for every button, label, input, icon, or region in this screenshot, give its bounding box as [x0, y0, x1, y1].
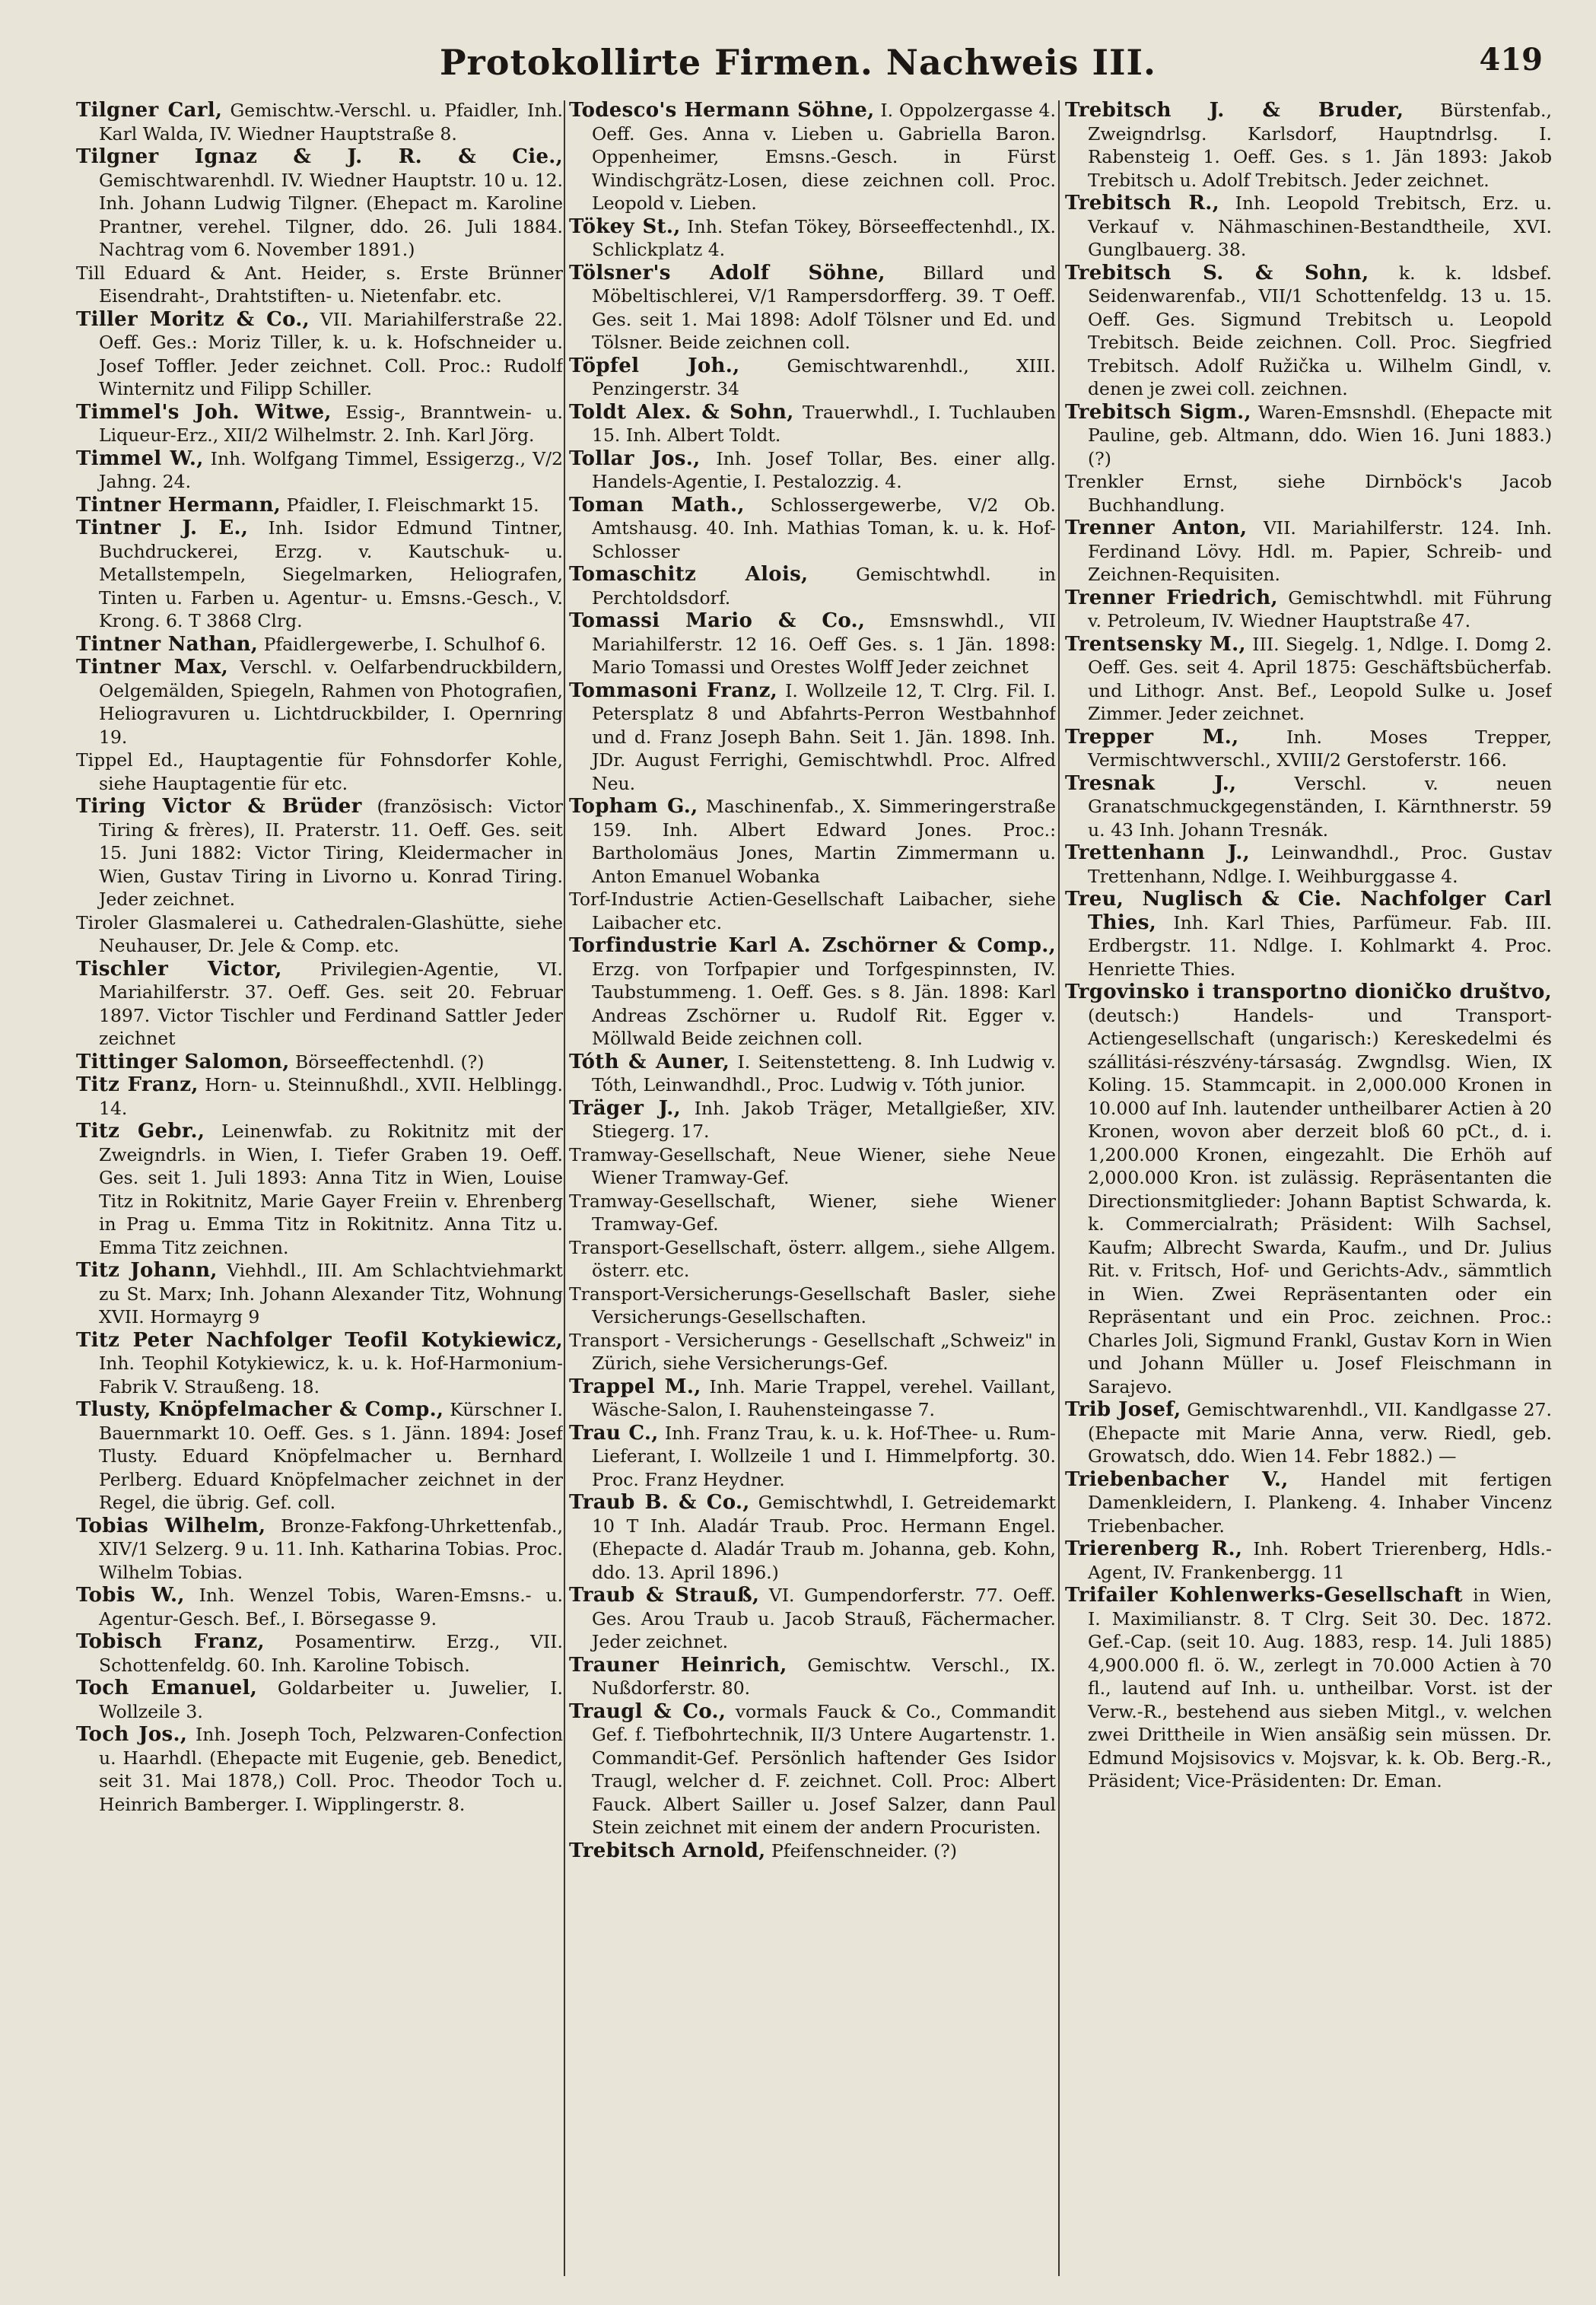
directory-entry	[569, 1654, 1056, 1700]
directory-entry	[76, 262, 563, 308]
directory-entry	[76, 795, 563, 911]
firm-details: VII. Mariahilferstr. 124. Inh. Ferdinand Lövy. Hdl. m. Papier, Schreib- und Zeichnen-Requisiten.	[1088, 517, 1552, 585]
directory-entry	[76, 656, 563, 749]
firm-name: Trettenhann J.,	[1065, 841, 1250, 864]
firm-details: Inh. Wenzel Tobis, Waren-Emsns.- u. Agentur-Gesch. Bef., I. Börsegasse 9.	[99, 1585, 563, 1629]
firm-name: Tökey St.,	[569, 215, 681, 238]
directory-entry	[1065, 517, 1552, 587]
page-title: Protokollirte Firmen. Nachweis III.	[439, 42, 1157, 83]
firm-name: Tintner Max,	[76, 656, 229, 679]
directory-entry	[569, 401, 1056, 447]
firm-details: Inh. Leopold Trebitsch, Erz. u. Verkauf v. Nähmaschinen-Bestandtheile, XVI. Gunglbauerg. 38.	[1088, 192, 1552, 260]
directory-entry	[1065, 1584, 1552, 1793]
directory-entry	[1065, 888, 1552, 981]
firm-details: Gemischtwarenhdl., VII. Kandlgasse 27. (Ehepacte mit Marie Anna, verw. Riedl, geb. Growatsch, ddo. Wien 14. Febr 1882.) —	[1088, 1399, 1552, 1467]
firm-name: Trentsensky M.,	[1065, 632, 1246, 656]
firm-details: Gemischtwarenhdl. IV. Wiedner Hauptstr. 10 u. 12. Inh. Johann Ludwig Tilgner. (Ehepact m. Karoline Prantner, verehel. Tilgner, ddo. 26. Juli 1884. Nachtrag vom 6. November 1891.)	[99, 169, 563, 260]
directory-entry	[1065, 1398, 1552, 1468]
directory-entry	[1065, 1468, 1552, 1538]
firm-details: Essig-, Branntwein- u. Liqueur-Erz., XII/2 Wilhelmstr. 2. Inh. Karl Jörg.	[99, 401, 563, 446]
column-left	[76, 99, 563, 2282]
directory-entry	[569, 934, 1056, 1051]
firm-details: Tippel Ed., Hauptagentie für Fohnsdorfer Kohle, siehe Hauptagentie für etc.	[76, 749, 563, 794]
firm-details: Inh. Isidor Edmund Tintner, Buchdruckerei, Erzg. v. Kautschuk- u. Metallstempeln, Siegelmarken, Heliografen, Tinten u. Farben u. Agentur- u. Emsns.-Gesch., V. Krong. 6. T 3868 Clrg.	[99, 517, 563, 631]
firm-details: Trenkler Ernst, siehe Dirnböck's Jacob Buchhandlung.	[1065, 471, 1552, 516]
directory-entry	[569, 1375, 1056, 1422]
firm-details: Inh. Karl Thies, Parfümeur. Fab. III. Erdbergstr. 11. Ndlge. I. Kohlmarkt 4. Proc. Henriette Thies.	[1088, 911, 1552, 980]
firm-details: Gemischtw.-Verschl. u. Pfaidler, Inh. Karl Walda, IV. Wiedner Hauptstraße 8.	[99, 100, 563, 145]
firm-details: Inh. Robert Trierenberg, Hdls.-Agent, IV. Frankenbergg. 11	[1088, 1538, 1552, 1583]
firm-name: Titz Franz,	[76, 1073, 199, 1096]
firm-name: Triebenbacher V.,	[1065, 1467, 1289, 1491]
firm-details: Goldarbeiter u. Juwelier, I. Wollzeile 3.	[99, 1677, 563, 1722]
firm-name: Trenner Friedrich,	[1065, 586, 1278, 609]
directory-entry	[569, 1051, 1056, 1097]
firm-name: Traub & Strauß,	[569, 1584, 760, 1607]
directory-entry	[569, 1422, 1056, 1492]
firm-details: Horn- u. Steinnußhdl., XVII. Helblingg. 14.	[99, 1074, 563, 1119]
firm-details: Till Eduard & Ant. Heider, s. Erste Brünner Eisendraht-, Drahtstiften- u. Nietenfabr. etc.	[76, 262, 563, 307]
firm-name: Tobisch Franz,	[76, 1630, 265, 1653]
firm-details: Transport-Gesellschaft, österr. allgem., siehe Allgem. österr. etc.	[569, 1236, 1056, 1281]
firm-name: Toman Math.,	[569, 493, 745, 517]
directory-entry	[76, 1051, 563, 1074]
directory-entry	[76, 145, 563, 262]
firm-name: Trappel M.,	[569, 1375, 701, 1398]
firm-name: Trierenberg R.,	[1065, 1537, 1243, 1560]
firm-details: Leinwandhdl., Proc. Gustav Trettenhann, Ndlge. I. Weihburggasse 4.	[1088, 842, 1552, 887]
firm-name: Torfindustrie Karl A. Zschörner & Comp.,	[569, 934, 1056, 957]
firm-name: Trebitsch J. & Bruder,	[1065, 99, 1404, 122]
firm-name: Tomaschitz Alois,	[569, 563, 809, 586]
directory-entry	[1065, 587, 1552, 633]
firm-details: (deutsch:) Handels- und Transport-Actiengesellschaft (ungarisch:) Kereskedelmi és szállitási-részvény-társaság. Zwgndlsg. Wien, IX Koling. 15. Stammcapit. in 2,000.000 Kronen in 10.000 auf Inh. lautender untheilbarer Actien à 20 Kronen, wovon aber derzeit bloß 60 pCt., d. i. 1,200.000 Kronen, eingezahlt. Die Erhöh auf 2,000.000 Kron. ist zulässig. Repräsentanten die Directionsmitglieder: Johann Baptist Schwarda, k. k. Commercialrath; Präsident: Wilh Sachsel, Kaufm; Albrecht Swarda, Kaufm., und Dr. Julius Rit. v. Fritsch, Hof- und Gerichts-Adv., sämmtlich in Wien. Zwei Repräsentanten oder ein Repräsentant und ein Proc. zeichnen. Proc.: Charles Joli, Sigmund Frankl, Gustav Korn in Wien und Johann Müller u. Josef Fleischmann in Sarajevo.	[1088, 1004, 1552, 1397]
directory-entry	[1065, 401, 1552, 471]
directory-entry	[1065, 470, 1552, 517]
firm-details: Pfaidlergewerbe, I. Schulhof 6.	[263, 633, 546, 655]
firm-name: Trebitsch S. & Sohn,	[1065, 261, 1369, 285]
firm-details: Gemischtwhdl. in Perchtoldsdorf.	[592, 564, 1056, 609]
directory-entry	[569, 609, 1056, 679]
firm-name: Trebitsch R.,	[1065, 192, 1219, 215]
firm-name: Tintner J. E.,	[76, 517, 249, 539]
firm-details: Pfaidler, I. Fleischmarkt 15.	[286, 494, 539, 516]
directory-entry	[76, 308, 563, 401]
directory-entry	[1065, 1537, 1552, 1584]
firm-details: (französisch: Victor Tiring & frères), II. Praterstr. 11. Oeff. Ges. seit 15. Juni 1882: Victor Tiring, Kleidermacher in Wien, Gustav Tiring in Livorno u. Konrad Tiring. Jeder zeichnet.	[99, 796, 563, 910]
firm-details: Bronze-Fakfong-Uhrkettenfab., XIV/1 Selzerg. 9 u. 11. Inh. Katharina Tobias. Proc. Wilhelm Tobias.	[99, 1515, 563, 1583]
directory-entry	[1065, 633, 1552, 726]
firm-details: Tiroler Glasmalerei u. Cathedralen-Glashütte, siehe Neuhauser, Dr. Jele & Comp. etc.	[76, 911, 563, 956]
firm-name: Tilgner Carl,	[76, 99, 223, 122]
firm-details: Leinenwfab. zu Rokitnitz mit der Zweigndrls. in Wien, I. Tiefer Graben 19. Oeff. Ges. seit 1. Juli 1893: Anna Titz in Wien, Louise Titz in Rokitnitz, Marie Gayer Freiin v. Ehrenberg in Prag u. Emma Titz in Rokitnitz. Anna Titz u. Emma Titz zeichnen.	[99, 1121, 563, 1258]
directory-entry	[76, 401, 563, 447]
firm-details: Tramway-Gesellschaft, Wiener, siehe Wiener Tramway-Gef.	[569, 1190, 1056, 1235]
directory-entry	[1065, 981, 1552, 1398]
firm-details: Privilegien-Agentie, VI. Mariahilferstr. 37. Oeff. Ges. seit 20. Februar 1897. Victor Tischler und Ferdinand Sattler Jeder zeichnet	[99, 958, 563, 1049]
firm-details: III. Siegelg. 1, Ndlge. I. Domg 2. Oeff. Ges. seit 4. April 1875: Geschäftsbücherfab. und Lithogr. Anst. Bef., Leopold Sulke u. Josef Zimmer. Jeder zeichnet.	[1088, 633, 1552, 724]
firm-name: Tollar Jos.,	[569, 447, 701, 470]
directory-entry	[76, 911, 563, 958]
firm-name: Trebitsch Arnold,	[569, 1839, 766, 1862]
firm-name: Tintner Hermann,	[76, 493, 281, 517]
column-right	[1065, 99, 1552, 2282]
firm-details: Inh. Moses Trepper, Vermischtwverschl., XVIII/2 Gerstoferstr. 166.	[1088, 726, 1552, 771]
directory-entry	[569, 1190, 1056, 1236]
firm-details: Trauerwhdl., I. Tuchlauben 15. Inh. Albert Toldt.	[592, 401, 1056, 446]
directory-entry	[1065, 726, 1552, 772]
firm-name: Tintner Nathan,	[76, 632, 259, 656]
firm-details: Gemischtwarenhdl., XIII. Penzingerstr. 34	[592, 354, 1056, 399]
directory-entry	[569, 494, 1056, 564]
directory-entry	[76, 517, 563, 633]
firm-name: Toch Jos.,	[76, 1723, 188, 1746]
firm-name: Traub B. & Co.,	[569, 1491, 750, 1514]
firm-name: Trgovinsko i transportno dioničko društvo,	[1065, 981, 1552, 1003]
firm-details: Maschinenfab., X. Simmeringerstraße 159. Inh. Albert Edward Jones. Proc.: Bartholomäus Jones, Martin Zimmermann u. Anton Emanuel Wobanka	[592, 796, 1056, 887]
directory-entry	[76, 633, 563, 657]
firm-details: Inh. Teophil Kotykiewicz, k. u. k. Hof-Harmonium-Fabrik V. Straußeng. 18.	[99, 1353, 563, 1397]
directory-entry	[569, 888, 1056, 934]
firm-details: Inh. Marie Trappel, verehel. Vaillant, Wäsche-Salon, I. Rauhensteingasse 7.	[592, 1375, 1056, 1420]
firm-name: Tilgner Ignaz & J. R. & Cie.,	[76, 145, 563, 168]
firm-name: Trenner Anton,	[1065, 517, 1248, 539]
firm-name: Toch Emanuel,	[76, 1677, 258, 1699]
directory-entry	[569, 1584, 1056, 1654]
firm-name: Träger J.,	[569, 1096, 682, 1120]
firm-details: Schlossergewerbe, V/2 Ob. Amtshausg. 40. Inh. Mathias Toman, k. u. k. Hof-Schlosser	[592, 494, 1056, 562]
page-header	[0, 42, 1596, 95]
directory-entry	[76, 1515, 563, 1585]
firm-name: Tittinger Salomon,	[76, 1050, 290, 1073]
firm-name: Topham G.,	[569, 795, 698, 818]
directory-entry	[76, 1584, 563, 1630]
firm-details: Inh. Josef Tollar, Bes. einer allg. Handels-Agentie, I. Pestalozzig. 4.	[592, 447, 1056, 492]
column-divider	[1058, 100, 1060, 2276]
directory-entry	[76, 1677, 563, 1723]
firm-details: Inh. Wolfgang Timmel, Essigerzg., V/2 Jahng. 24.	[99, 447, 563, 492]
directory-entry	[569, 1491, 1056, 1584]
firm-details: Posamentirw. Erzg., VII. Schottenfeldg. 60. Inh. Karoline Tobisch.	[99, 1631, 563, 1676]
directory-entry	[1065, 772, 1552, 842]
directory-entry	[1065, 262, 1552, 401]
firm-name: Toldt Alex. & Sohn,	[569, 400, 794, 424]
firm-name: Tóth & Auner,	[569, 1050, 730, 1073]
firm-name: Tischler Victor,	[76, 957, 282, 981]
firm-details: Kürschner I. Bauernmarkt 10. Oeff. Ges. s 1. Jänn. 1894: Josef Tlusty. Eduard Knöpfelmacher u. Bernhard Perlberg. Eduard Knöpfelmacher zeichnet in der Regel, die übrig. Gef. coll.	[99, 1399, 563, 1513]
directory-entry	[76, 1723, 563, 1816]
firm-name: Todesco's Hermann Söhne,	[569, 99, 875, 122]
firm-details: Billard und Möbeltischlerei, V/1 Rampersdorfferg. 39. T Oeff. Ges. seit 1. Mai 1898: Adolf Tölsner und Ed. und Tölsner. Beide zeichnen coll.	[592, 262, 1056, 353]
directory-entry	[76, 1120, 563, 1259]
firm-details: Verschl. v. neuen Granatschmuckgegenständen, I. Kärnthnerstr. 59 u. 43 Inh. Johann Tresnák.	[1088, 772, 1552, 841]
firm-details: Transport-Versicherungs-Gesellschaft Basler, siehe Versicherungs-Gesellschaften.	[569, 1283, 1056, 1327]
directory-entry	[76, 958, 563, 1051]
firm-name: Titz Peter Nachfolger Teofil Kotykiewicz,	[76, 1328, 563, 1352]
firm-name: Titz Gebr.,	[76, 1120, 205, 1143]
firm-details: Börseeffectenhdl. (?)	[295, 1051, 485, 1073]
firm-details: Torf-Industrie Actien-Gesellschaft Laibacher, siehe Laibacher etc.	[569, 889, 1056, 933]
directory-entry	[1065, 99, 1552, 192]
firm-details: I. Wollzeile 12, T. Clrg. Fil. I. Petersplatz 8 und Abfahrts-Perron Westbahnhof und d. Franz Joseph Bahn. Seit 1. Jän. 1898. Inh. JDr. August Ferrighi, Gemischtwhdl. Proc. Alfred Neu.	[592, 679, 1056, 794]
firm-details: Gemischtwhdl. mit Führung v. Petroleum, IV. Wiedner Hauptstraße 47.	[1088, 587, 1552, 631]
firm-details: Inh. Stefan Tökey, Börseeffectenhdl., IX. Schlickplatz 4.	[592, 215, 1056, 260]
firm-name: Töpfel Joh.,	[569, 354, 740, 377]
directory-entry	[569, 447, 1056, 494]
directory-entry	[76, 1630, 563, 1677]
directory-entry	[76, 1329, 563, 1399]
firm-details: Emsnswhdl., VII Mariahilferstr. 12 16. Oeff Ges. s. 1 Jän. 1898: Mario Tomassi und Orestes Wolff Jeder zeichnet	[592, 610, 1056, 678]
directory-entry	[569, 1097, 1056, 1143]
directory-entry	[569, 1143, 1056, 1190]
directory-entry	[569, 1236, 1056, 1283]
firm-name: Timmel W.,	[76, 447, 204, 470]
directory-entry	[76, 494, 563, 517]
directory-entry	[569, 354, 1056, 401]
firm-name: Tiring Victor & Brüder	[76, 795, 362, 818]
firm-details: Waren-Emsnshdl. (Ehepacte mit Pauline, geb. Altmann, ddo. Wien 16. Juni 1883.) (?)	[1088, 401, 1552, 469]
firm-name: Treu, Nuglisch & Cie. Nachfolger Carl Thies,	[1065, 888, 1552, 934]
firm-name: Trepper M.,	[1065, 725, 1239, 749]
firm-details: Gemischtw. Verschl., IX. Nußdorferstr. 80.	[592, 1654, 1056, 1699]
firm-name: Tobis W.,	[76, 1584, 185, 1607]
firm-details: Transport - Versicherungs - Gesellschaft „Schweiz" in Zürich, siehe Versicherungs-Gef.	[569, 1329, 1056, 1374]
firm-name: Trau C.,	[569, 1421, 659, 1445]
directory-entry	[76, 447, 563, 494]
firm-details: Viehhdl., III. Am Schlachtviehmarkt zu St. Marx; Inh. Johann Alexander Titz, Wohnung XVII. Hormayrg 9	[99, 1260, 563, 1327]
firm-details: Inh. Joseph Toch, Pelzwaren-Confection u. Haarhdl. (Ehepacte mit Eugenie, geb. Benedict, seit 31. Mai 1878,) Coll. Proc. Theodor Toch u. Heinrich Bamberger. I. Wipplingerstr. 8.	[99, 1724, 563, 1815]
firm-name: Tresnak J.,	[1065, 771, 1237, 795]
firm-details: VII. Mariahilferstraße 22. Oeff. Ges.: Moriz Tiller, k. u. k. Hofschneider u. Josef Toffler. Jeder zeichnet. Coll. Proc.: Rudolf Winternitz und Filipp Schiller.	[99, 308, 563, 399]
firm-details: VI. Gumpendorferstr. 77. Oeff. Ges. Arou Traub u. Jacob Strauß, Fächermacher. Jeder zeichnet.	[592, 1585, 1056, 1652]
directory-entry	[76, 749, 563, 795]
directory-entry	[1065, 192, 1552, 262]
firm-details: Bürstenfab., Zweigndrlsg. Karlsdorf, Hauptndrlsg. I. Rabensteig 1. Oeff. Ges. s 1. Jän 1893: Jakob Trebitsch u. Adolf Trebitsch. Jeder zeichnet.	[1088, 100, 1552, 191]
directory-entry	[569, 1839, 1056, 1863]
directory-entry	[76, 99, 563, 145]
page-number: 419	[1479, 42, 1543, 78]
firm-details: in Wien, I. Maximilianstr. 8. T Clrg. Seit 30. Dec. 1872. Gef.-Cap. (seit 10. Aug. 1883, resp. 14. Juli 1885) 4,900.000 fl. ö. W., zerlegt in 70.000 Actien à 70 fl., lautend auf Inh. u. untheilbar. Vorst. ist der Verw.-R., bestehend aus sieben Mitgl., v. welchen zwei Drittheile in Wien ansäßig sein müssen. Dr. Edmund Mojsisovics v. Mojsvar, k. k. Ob. Berg.-R., Präsident; Vice-Präsidenten: Dr. Eman.	[1088, 1585, 1552, 1792]
directory-entry	[569, 262, 1056, 354]
firm-details: Tramway-Gesellschaft, Neue Wiener, siehe Neue Wiener Tramway-Gef.	[569, 1143, 1056, 1188]
firm-details: vormals Fauck & Co., Commandit Gef. f. Tiefbohrtechnik, II/3 Untere Augartenstr. 1. Commandit-Gef. Persönlich haftender Ges Isidor Traugl, welcher d. F. zeichnet. Coll. Proc: Albert Fauck. Albert Sailler u. Josef Salzer, dann Paul Stein zeichnet mit einem der andern Procuristen.	[592, 1700, 1056, 1838]
firm-name: Tölsner's Adolf Söhne,	[569, 261, 885, 285]
firm-name: Titz Johann,	[76, 1259, 218, 1282]
firm-details: k. k. ldsbef. Seidenwarenfab., VII/1 Schottenfeldg. 13 u. 15. Oeff. Ges. Sigmund Trebitsch u. Leopold Trebitsch. Beide zeichnen. Coll. Proc. Siegfried Trebitsch. Adolf Ružička u. Wilhelm Gindl, v. denen je zwei coll. zeichnen.	[1088, 262, 1552, 399]
directory-entry	[76, 1259, 563, 1329]
firm-name: Tomassi Mario & Co.,	[569, 609, 866, 632]
directory-entry	[1065, 841, 1552, 888]
firm-name: Trauner Heinrich,	[569, 1653, 787, 1677]
column-middle	[569, 99, 1056, 2282]
firm-name: Tiller Moritz & Co.,	[76, 307, 310, 331]
firm-details: Erzg. von Torfpapier und Torfgespinnsten, IV. Taubstummeng. 1. Oeff. Ges. s 8. Jän. 1898: Karl Andreas Zschörner u. Rudolf Rit. Egger v. Möllwald Beide zeichnen coll.	[592, 958, 1056, 1049]
firm-details: Inh. Jakob Träger, Metallgießer, XIV. Stiegerg. 17.	[592, 1097, 1056, 1142]
firm-name: Tommasoni Franz,	[569, 679, 778, 702]
firm-name: Timmel's Joh. Witwe,	[76, 400, 332, 424]
directory-entry	[76, 1398, 563, 1515]
directory-entry	[569, 215, 1056, 262]
firm-name: Tlusty, Knöpfelmacher & Comp.,	[76, 1398, 444, 1421]
firm-details: Handel mit fertigen Damenkleidern, I. Plankeng. 4. Inhaber Vincenz Triebenbacher.	[1088, 1468, 1552, 1537]
directory-entry	[569, 1329, 1056, 1375]
firm-name: Trebitsch Sigm.,	[1065, 400, 1251, 424]
directory-entry	[569, 795, 1056, 888]
firm-details: Pfeifenschneider. (?)	[771, 1839, 958, 1861]
firm-name: Tobias Wilhelm,	[76, 1514, 266, 1537]
column-divider	[564, 100, 565, 2276]
directory-entry	[76, 1073, 563, 1120]
firm-details: I. Seitenstetteng. 8. Inh Ludwig v. Tóth, Leinwandhdl., Proc. Ludwig v. Tóth junior.	[592, 1051, 1056, 1095]
firm-name: Trifailer Kohlenwerks-Gesellschaft	[1065, 1584, 1463, 1607]
firm-details: Gemischtwhdl, I. Getreidemarkt 10 T Inh. Aladár Traub. Proc. Hermann Engel. (Ehepacte d. Aladár Traub m. Johanna, geb. Kohn, ddo. 13. April 1896.)	[592, 1492, 1056, 1583]
directory-entry	[569, 99, 1056, 215]
firm-name: Trib Josef,	[1065, 1398, 1181, 1421]
firm-details: Inh. Franz Trau, k. u. k. Hof-Thee- u. Rum-Lieferant, I. Wollzeile 1 und I. Himmelpfortg. 30. Proc. Franz Heydner.	[592, 1422, 1056, 1490]
firm-name: Traugl & Co.,	[569, 1699, 726, 1723]
directory-entry	[569, 1283, 1056, 1329]
firm-details: Verschl. v. Oelfarbendruckbildern, Oelgemälden, Spiegeln, Rahmen von Photografien, Heliogravuren u. Lichtdruckbilder, I. Opernring 19.	[99, 657, 563, 748]
directory-entry	[569, 563, 1056, 609]
firm-details: I. Oppolzergasse 4. Oeff. Ges. Anna v. Lieben u. Gabriella Baron. Oppenheimer, Emsns.-Gesch. in Fürst Windischgrätz-Losen, diese zeichnen coll. Proc. Leopold v. Lieben.	[592, 100, 1056, 214]
directory-entry	[569, 679, 1056, 796]
directory-entry	[569, 1700, 1056, 1839]
